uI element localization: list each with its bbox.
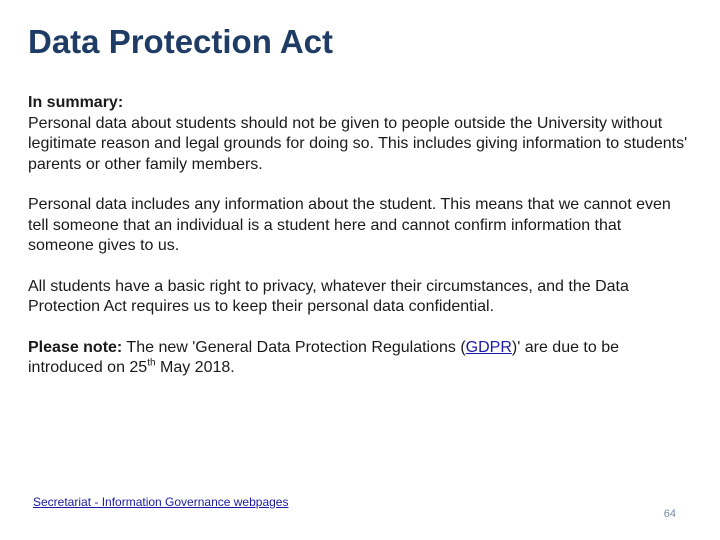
information-governance-link[interactable]: Secretariat - Information Governance webpages [33, 495, 289, 509]
summary-heading: In summary: [28, 94, 124, 111]
slide-body [28, 93, 688, 379]
page-number: 64 [663, 508, 676, 520]
gdpr-link[interactable]: GDPR [465, 338, 512, 356]
slide-title: Data Protection Act [28, 23, 333, 60]
note-superscript: th [147, 357, 156, 369]
note-paragraph [28, 338, 688, 379]
note-text-after-link: )' are due to be introduced on 25 [28, 338, 620, 376]
paragraph-3: All students have a basic right to privacy, whatever their circumstances, and the Data Protection Act requires us to keep their personal data confidential. [28, 277, 629, 315]
note-text-end: May 2018. [155, 359, 235, 376]
note-text-before-link: The new 'General Data Protection Regulations ( [122, 338, 466, 356]
paragraph-2: Personal data includes any information about the student. This means that we cannot even tell someone that an individual is a student here and cannot confirm information that someone gives to us. [28, 196, 671, 254]
note-label: Please note: [28, 338, 123, 356]
summary-paragraph [28, 93, 688, 175]
paragraph-1-text: Personal data about students should not be given to people outside the University without legitimate reason and legal grounds for doing so. This includes giving information to students' parents or other family members. [28, 114, 688, 173]
